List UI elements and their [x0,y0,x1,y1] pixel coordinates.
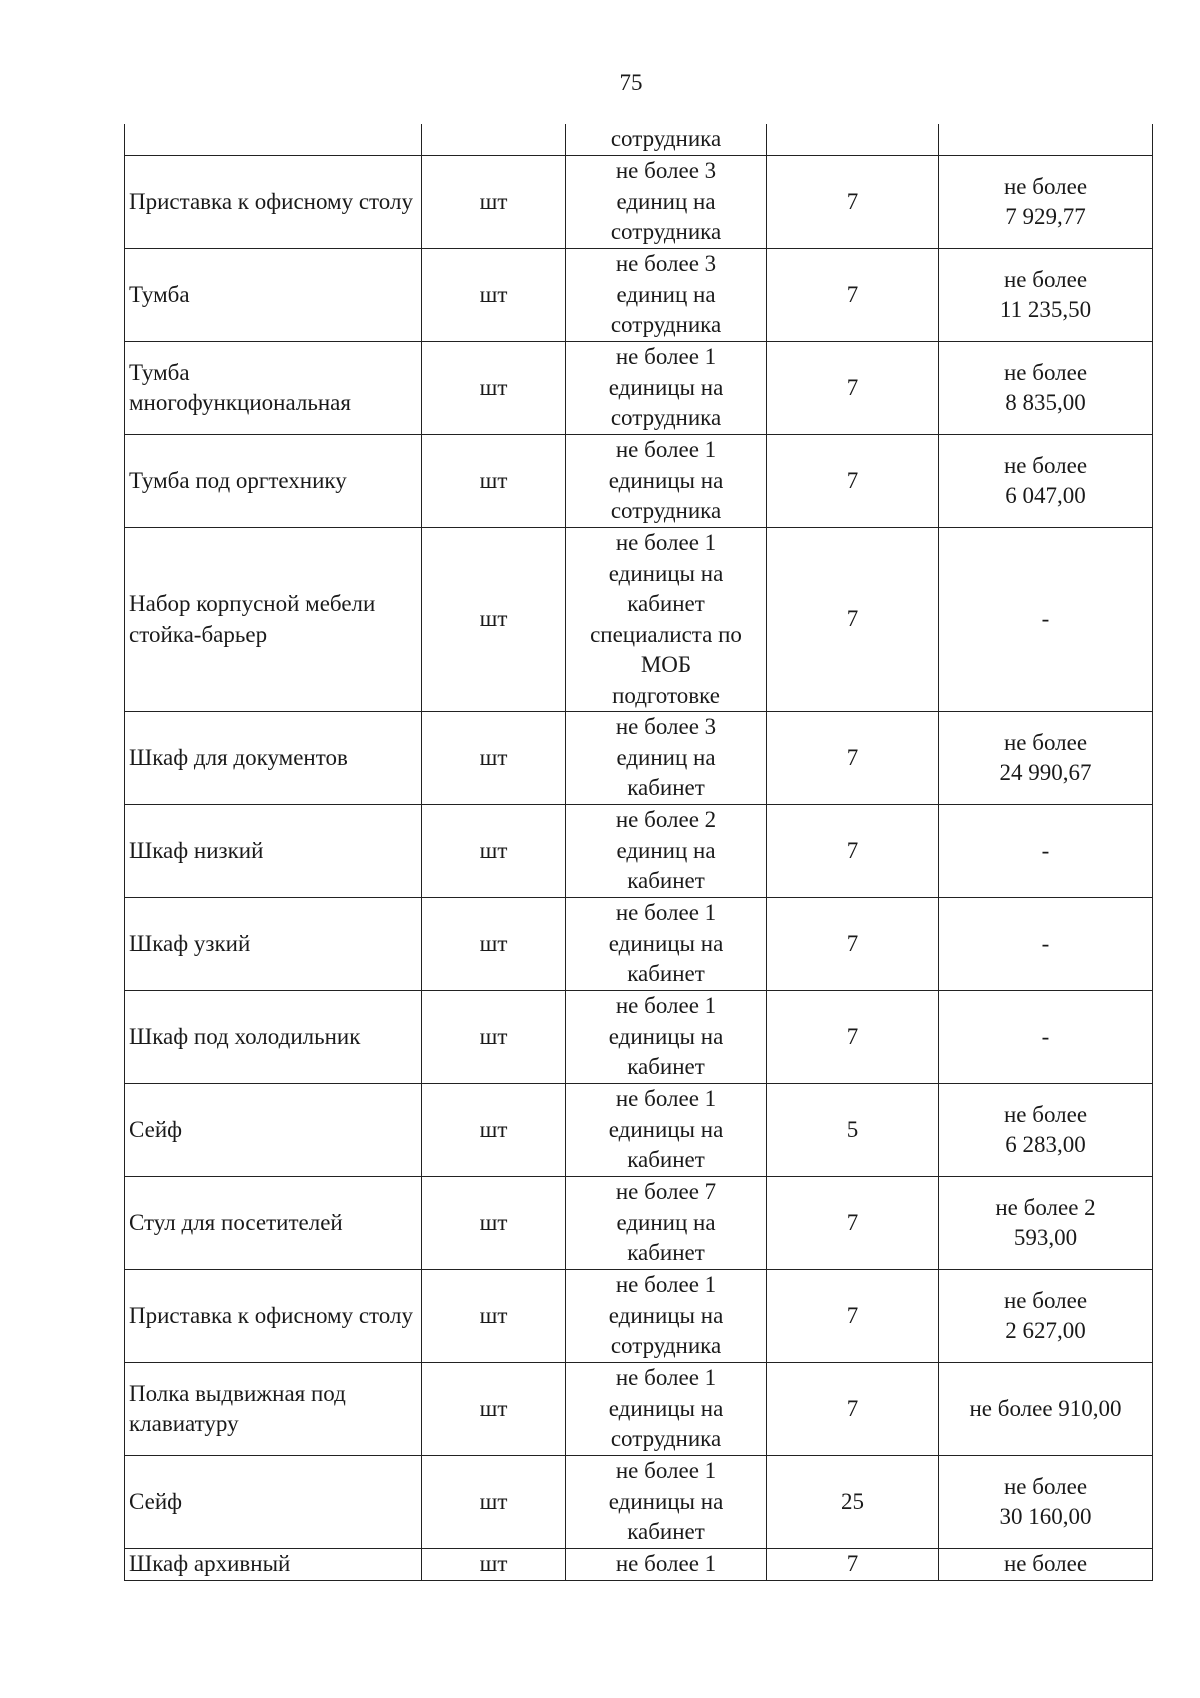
norm-cell: не более 1 единицы на кабинет [566,991,767,1084]
term-cell: 7 [767,1363,939,1456]
item-name-cell: Тумба многофункциональная [125,342,422,435]
norm-cell: не более 1 единицы на сотрудника [566,435,767,528]
unit-cell [422,124,566,156]
table-row [125,1363,1153,1456]
price-cell: не более 910,00 [939,1363,1153,1456]
norm-cell: сотрудника [566,124,767,156]
norm-cell: не более 3 единиц на сотрудника [566,249,767,342]
price-cell: не более 11 235,50 [939,249,1153,342]
table-row [125,1084,1153,1177]
price-cell: не более 8 835,00 [939,342,1153,435]
term-cell: 7 [767,342,939,435]
unit-cell: шт [422,1084,566,1177]
unit-cell: шт [422,1177,566,1270]
page-number: 75 [619,70,643,95]
item-name-cell: Стул для посетителей [125,1177,422,1270]
table-row [125,991,1153,1084]
term-cell: 7 [767,712,939,805]
norm-cell: не более 1 единицы на кабинет [566,898,767,991]
table-row [125,898,1153,991]
unit-cell: шт [422,898,566,991]
table-row-continues [125,1549,1153,1581]
norm-cell: не более 1 единицы на сотрудника [566,1363,767,1456]
norm-cell: не более 7 единиц на кабинет [566,1177,767,1270]
unit-cell: шт [422,435,566,528]
unit-cell: шт [422,712,566,805]
table-row [125,528,1153,712]
term-cell: 5 [767,1084,939,1177]
price-cell: не более 2 593,00 [939,1177,1153,1270]
price-cell: не более 6 283,00 [939,1084,1153,1177]
unit-cell: шт [422,156,566,249]
norm-cell: не более 1 единицы на кабинет [566,1456,767,1549]
unit-cell: шт [422,1549,566,1581]
term-cell: 7 [767,805,939,898]
term-cell: 7 [767,898,939,991]
term-cell: 7 [767,249,939,342]
unit-cell: шт [422,805,566,898]
table-row [125,435,1153,528]
unit-cell: шт [422,1456,566,1549]
term-cell: 7 [767,1549,939,1581]
price-cell: - [939,991,1153,1084]
item-name-cell: Сейф [125,1456,422,1549]
unit-cell: шт [422,249,566,342]
price-cell: не более 6 047,00 [939,435,1153,528]
item-name-cell: Приставка к офисному столу [125,156,422,249]
item-name-cell: Тумба [125,249,422,342]
term-cell [767,124,939,156]
item-name-cell: Шкаф под холодильник [125,991,422,1084]
table-row [125,1177,1153,1270]
norm-cell: не более 1 [566,1549,767,1581]
table-row [125,342,1153,435]
price-cell: не более [939,1549,1153,1581]
term-cell: 7 [767,1270,939,1363]
unit-cell: шт [422,342,566,435]
price-cell: - [939,898,1153,991]
term-cell: 7 [767,435,939,528]
item-name-cell: Шкаф архивный [125,1549,422,1581]
item-name-cell: Сейф [125,1084,422,1177]
furniture-norms-table [124,124,1153,1581]
term-cell: 7 [767,528,939,712]
price-cell: не более 7 929,77 [939,156,1153,249]
item-name-cell [125,124,422,156]
table-row [125,156,1153,249]
price-cell: не более 2 627,00 [939,1270,1153,1363]
item-name-cell: Набор корпусной мебели стойка-барьер [125,528,422,712]
unit-cell: шт [422,1270,566,1363]
item-name-cell: Полка выдвижная под клавиатуру [125,1363,422,1456]
unit-cell: шт [422,528,566,712]
norm-cell: не более 1 единицы на кабинет специалиста по МОБ подготовке [566,528,767,712]
term-cell: 25 [767,1456,939,1549]
item-name-cell: Приставка к офисному столу [125,1270,422,1363]
price-cell: не более 30 160,00 [939,1456,1153,1549]
table-row [125,712,1153,805]
term-cell: 7 [767,991,939,1084]
norm-cell: не более 3 единиц на сотрудника [566,156,767,249]
table-row [125,1270,1153,1363]
price-cell: - [939,805,1153,898]
table-row [125,805,1153,898]
item-name-cell: Шкаф низкий [125,805,422,898]
norm-cell: не более 1 единицы на сотрудника [566,342,767,435]
item-name-cell: Тумба под оргтехнику [125,435,422,528]
table-row [125,1456,1153,1549]
unit-cell: шт [422,991,566,1084]
unit-cell: шт [422,1363,566,1456]
norm-cell: не более 2 единиц на кабинет [566,805,767,898]
table-row [125,249,1153,342]
term-cell: 7 [767,1177,939,1270]
norm-cell: не более 3 единиц на кабинет [566,712,767,805]
price-cell: не более 24 990,67 [939,712,1153,805]
price-cell: - [939,528,1153,712]
item-name-cell: Шкаф для документов [125,712,422,805]
norm-cell: не более 1 единицы на кабинет [566,1084,767,1177]
term-cell: 7 [767,156,939,249]
norm-cell: не более 1 единицы на сотрудника [566,1270,767,1363]
table-row-continued [125,124,1153,156]
item-name-cell: Шкаф узкий [125,898,422,991]
price-cell [939,124,1153,156]
